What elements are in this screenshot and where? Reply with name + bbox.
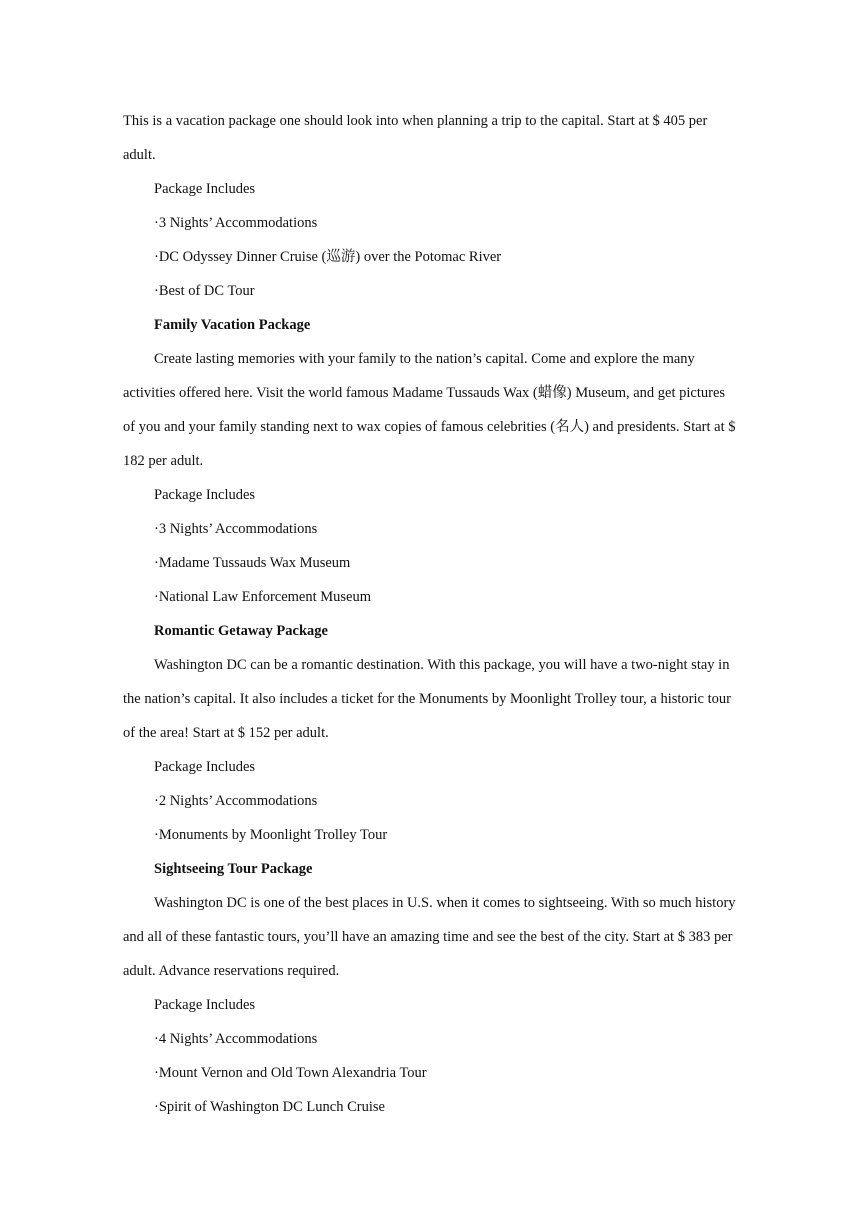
sightseeing-item-2: ·Mount Vernon and Old Town Alexandria Tour [154, 1065, 427, 1081]
family-item-3: ·National Law Enforcement Museum [154, 589, 372, 605]
romantic-includes-label: Package Includes [154, 759, 256, 775]
sightseeing-includes-label: Package Includes [154, 997, 256, 1013]
intro-item-3: ·Best of DC Tour [154, 283, 255, 299]
family-item-1: ·3 Nights’ Accommodations [154, 521, 318, 537]
romantic-item-2: ·Monuments by Moonlight Trolley Tour [154, 827, 388, 843]
intro-includes-label: Package Includes [154, 181, 256, 197]
document-page [123, 104, 739, 1124]
sightseeing-item-1: ·4 Nights’ Accommodations [154, 1031, 318, 1047]
family-package-paragraph: Create lasting memories with your family to the nation’s capital. Come and explore the many activities offered here. Visit the world famous Madame Tussauds Wax (蜡像) Museum, and get pictures of you and your family standing next to wax copies of famous celebrities (名人) and presidents. Start at $ 182 per adult. [123, 351, 736, 469]
romantic-package-paragraph: Washington DC can be a romantic destination. With this package, you will have a two-night stay in the nation’s capital. It also includes a ticket for the Monuments by Moonlight Trolley tour, a historic tour of the area! Start at $ 152 per adult. [123, 657, 731, 741]
romantic-item-1: ·2 Nights’ Accommodations [154, 793, 318, 809]
intro-item-2: ·DC Odyssey Dinner Cruise (巡游) over the Potomac River [154, 249, 502, 265]
romantic-package-title: Romantic Getaway Package [154, 623, 328, 639]
intro-paragraph: This is a vacation package one should look into when planning a trip to the capital. Start at $ 405 per adult. [123, 113, 708, 163]
family-package-title: Family Vacation Package [154, 317, 311, 333]
sightseeing-package-paragraph: Washington DC is one of the best places in U.S. when it comes to sightseeing. With so much history and all of these fantastic tours, you’ll have an amazing time and see the best of the city. Start at $ 383 per adult. Advance reservations required. [123, 895, 736, 979]
family-includes-label: Package Includes [154, 487, 256, 503]
family-item-2: ·Madame Tussauds Wax Museum [154, 555, 351, 571]
sightseeing-package-title: Sightseeing Tour Package [154, 861, 313, 877]
intro-item-1: ·3 Nights’ Accommodations [154, 215, 318, 231]
sightseeing-item-3: ·Spirit of Washington DC Lunch Cruise [154, 1099, 385, 1115]
